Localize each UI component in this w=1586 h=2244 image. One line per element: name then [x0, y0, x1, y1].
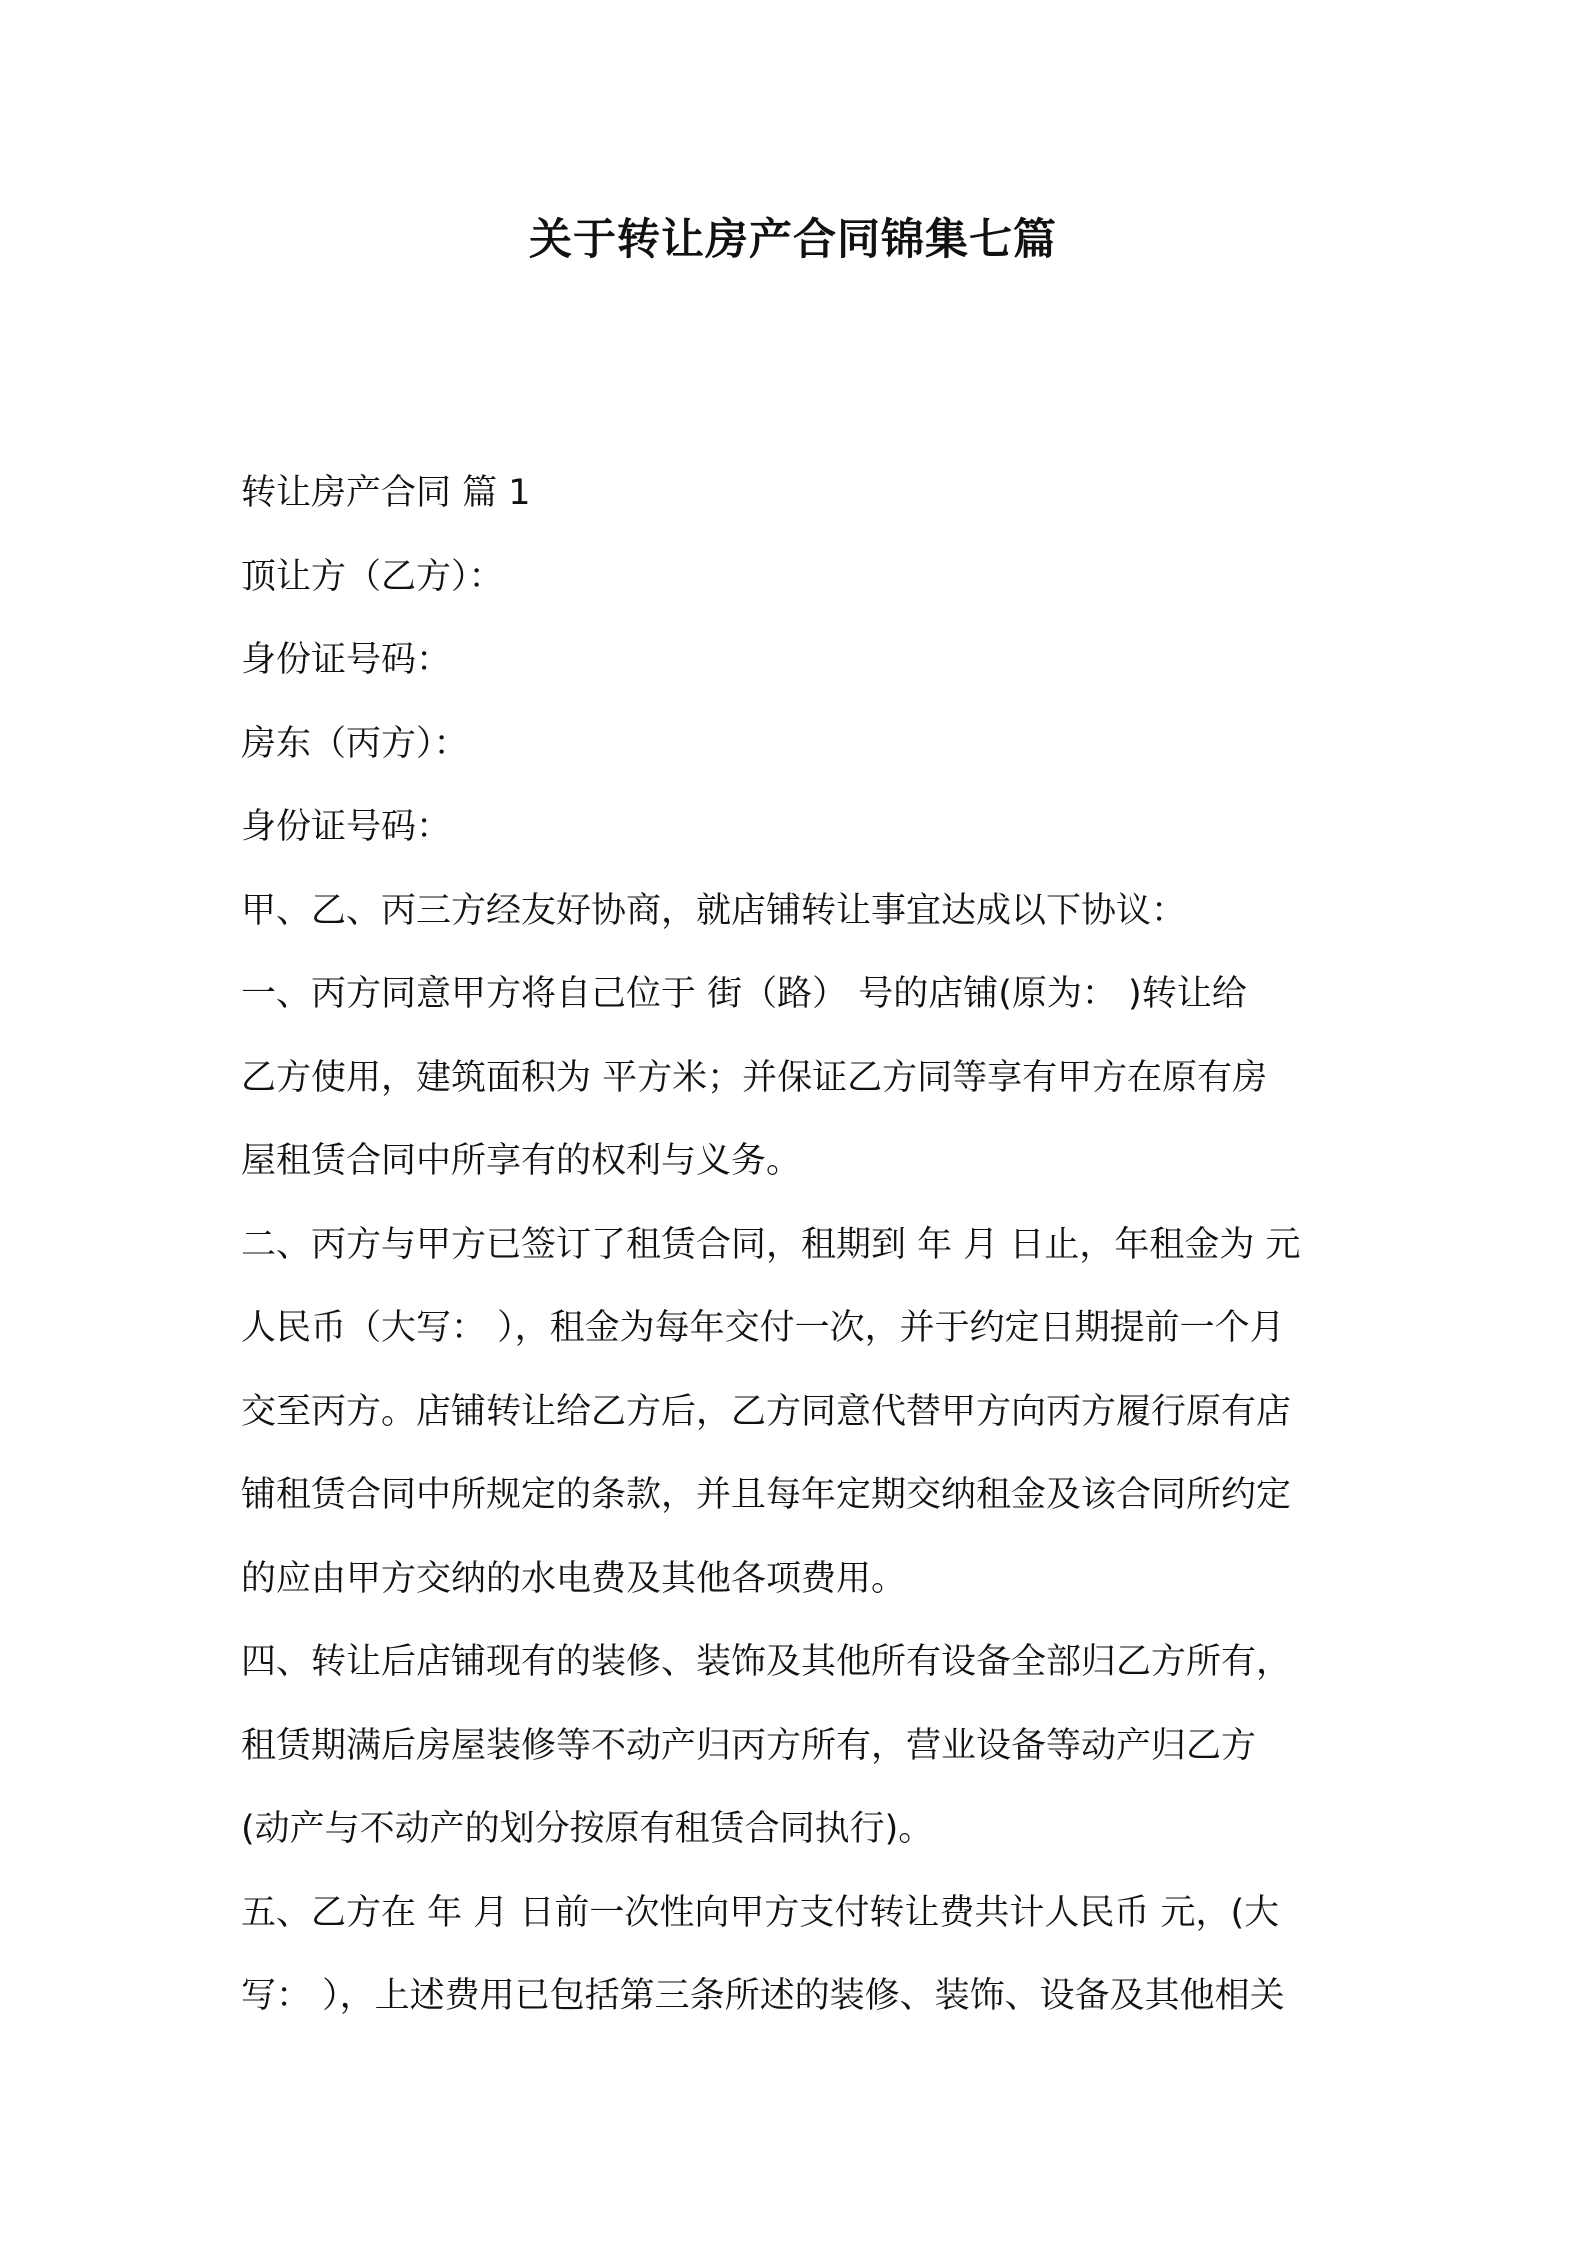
clause-line: 二、丙方与甲方已签订了租赁合同，租期到 年 月 日止，年租金为 元	[241, 1224, 1301, 1265]
clause-line: 的应由甲方交纳的水电费及其他各项费用。	[241, 1558, 907, 1599]
clause-line: 一、丙方同意甲方将自己位于 街（路） 号的店铺(原为： )转让给	[241, 974, 1247, 1014]
document-title: 关于转让房产合同锦集七篇	[529, 215, 1057, 265]
clause-line: 四、转让后店铺现有的装修、装饰及其他所有设备全部归乙方所有，	[241, 1642, 1292, 1682]
clause-line: 铺租赁合同中所规定的条款，并且每年定期交纳租金及该合同所约定	[241, 1475, 1292, 1515]
clause-line: 五、乙方在 年 月 日前一次性向甲方支付转让费共计人民币 元，(大	[241, 1892, 1280, 1933]
clause-line: 写： ），上述费用已包括第三条所述的装修、装饰、设备及其他相关	[241, 1976, 1285, 2016]
clause-line: (动产与不动产的划分按原有租赁合同执行)。	[241, 1809, 934, 1849]
clause-line: 租赁期满后房屋装修等不动产归丙方所有，营业设备等动产归乙方	[241, 1725, 1257, 1766]
clause-line: 交至丙方。店铺转让给乙方后，乙方同意代替甲方向丙方履行原有店	[241, 1391, 1292, 1432]
landlord-id-label: 身份证号码：	[241, 807, 452, 847]
clause-line: 乙方使用，建筑面积为 平方米；并保证乙方同等享有甲方在原有房	[241, 1057, 1268, 1098]
clause-line: 人民币（大写： ），租金为每年交付一次，并于约定日期提前一个月	[241, 1308, 1285, 1348]
party-b-id-label: 身份证号码：	[241, 640, 452, 680]
landlord-label: 房东（丙方）：	[241, 723, 469, 764]
section-heading: 转让房产合同 篇 1	[241, 473, 531, 513]
document-body	[241, 452, 1361, 2039]
party-b-label: 顶让方（乙方）：	[241, 556, 504, 597]
agreement-intro: 甲、乙、丙三方经友好协商，就店铺转让事宜达成以下协议：	[241, 890, 1187, 931]
clause-line: 屋租赁合同中所享有的权利与义务。	[241, 1141, 802, 1181]
